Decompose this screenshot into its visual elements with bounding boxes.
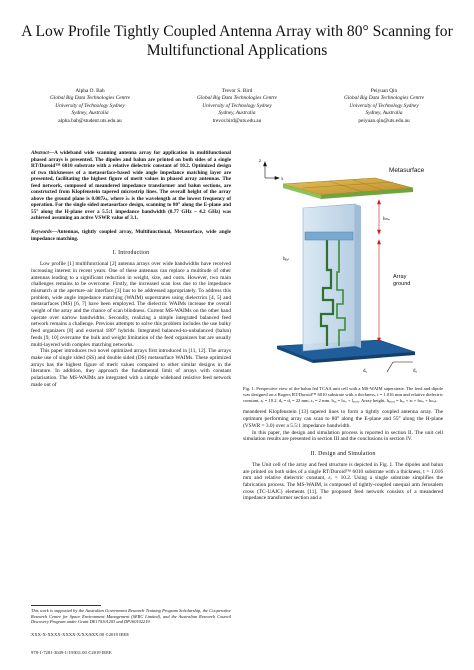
author-name: Alpha O. Bah [75,88,105,94]
paragraph: In this paper, the design and simulation process is reported in section II. The unit cell simulation results are presented in section III and the conclusions in section IV. [243,429,443,443]
label-array-ground-2: ground [393,281,411,287]
author-institution: University of Technology Sydney [55,102,125,109]
keywords-text: —Antennas, tightly coupled array, Multifunctional, Metasurface, wide angle impedance matching. [31,229,231,242]
bottom-axes [387,362,413,372]
paragraph: This paper introduces two novel optimized arrays first introduced in [11, 12]. The arrays make use of single sided (SS) and double sided (DS) metasurface WAIMs. These optimized arrays has the highest figure of merit values compared to other similar designs in the literature. In addition, they approach the fundamental limit of arrays with constant polarisation. The MS-WAIMs are integrated with a simple wideband resistive feed network made out of [31,348,231,388]
label-h-mo: hₘₒ [383,217,391,222]
axes [264,162,280,180]
author-location: Sydney, Australia [365,110,403,117]
dimension-arrows [378,200,381,342]
author-affiliation: Global Big Data Technologies Centre [344,95,424,102]
label-dy: dᵧ [363,369,367,374]
paragraph-continued: meandered Klopfenstein [13] tapered lines to form a tightly coupled antenna array. The optimum performing array can scan to 80° along the E-plane and 55° along the H-plane (VSWR = 3.0) over a 5.5:1 impedance bandwidth. [243,409,443,429]
author-3 [314,88,454,125]
author-location: Sydney, Australia [71,110,109,117]
isbn-line: 978-1-7281-3049-1/19/$31.00 ©2019 IEEE [31,650,112,655]
paragraph: Low profile [1] multifunctional [2] antenna arrays over wide bandwidths have received increasing interest in recent years. One of these antennas can replace a multitude of other antennas leading to a significant reduction in weight, size, and costs. However, two main challenges remains to be overcome. Firstly, the increased scan loss due to the impedance mismatch at the aperture–air interface [3] has to be addressed appropriately. To address this problem, wide angle impedance matching (WAIM) superstrates using dielectrics [4, 5] and metasurfaces (MS) [6, 7] have been employed. The dielectric WAIMs increase the overall weight of the array and the chance of scan blindness. Current MS-WAIMs on the other hand operate over narrow bandwidths. Secondly, realizing a simple integrated balanced feed network remains a challenge. Previous attempts to solve this problem includes the use bulky feed organizers [8] and external 180° hybrids. Integrated balanced-to-unbalanced (balun) feeds [9, 10] overcame the bulk and weight limitation of the feed organizers but are usually multi-layered with complex matching networks. [31,261,231,348]
keywords-lead: Keywords [31,229,52,236]
footnote-divider [31,605,101,606]
antenna-unit-cell-diagram [243,150,443,382]
author-location: Sydney, Australia [218,110,256,117]
label-x: x [281,177,284,182]
author-institution: University of Technology Sydney [202,102,272,109]
substrate [303,204,355,351]
abstract [31,150,231,222]
label-dx: dₓ [413,369,417,374]
author-affiliation: Global Big Data Technologies Centre [50,95,130,102]
author-email[interactable]: trevor.bird@uts.edu.au [212,117,262,124]
abstract-lead: Abstract [31,150,49,156]
dipole [305,232,353,240]
paper-title: A Low Profile Tightly Coupled Antenna Array with 80° Scanning for Multifunctional Applications [21,23,453,59]
author-block [20,88,454,125]
right-body [243,409,443,502]
author-1 [20,88,160,125]
author-name: Peiyuan Qin [370,88,398,94]
author-2 [167,88,307,125]
section-heading-design: II. Design and Simulation [310,450,376,457]
author-email[interactable]: alpha.bah@student.uts.edu.au [58,117,122,124]
copyright-line: XXX-X-XXXX-XXXX-X/XX/$XX.00 ©2019 IEEE [31,632,130,637]
footnote: This work is supported by the Australian Government Research Training Program Scholarship, the Cooperative Research Centre for Space Environment Management (SERC Limited), and the Australian Research Council Discovery Program under Grant DE170101203 and DP160102219. [31,608,231,624]
figure-1 [243,150,443,382]
figure-caption: Fig. 1. Perspective view of the balun fed TCAA unit cell with a MS-WAIM superstrate. The feed and dipole was designed on a Rogers RT/Duroid™ 6010 substrate with a thickness, t = 1.016 mm and relative dielectric constant, εᵣ = 10.2. dₓ = dᵧ = 22 mm, rₓ = 2 mm. hₒₐ = lₘₒ + lₐᵣᵣₐᵧ. Array height, hₐᵣᵣₐᵧ = hₒₐ + zₗ + hₘₒ + hₘₒₗ. [243,386,443,403]
label-array-ground: Array [393,274,407,280]
abstract-text: —A wideband wide scanning antenna array for application in multifunctional phased arrays is presented. The dipoles and balun are printed on both sides of a single RT/Duroid™ 6010 substrate with a relative dielectric constant of 10.2. Optimized design of two thicknesses of a metasurface-based wide angle impedance matching layer are presented, facilitating the highest figure of merit values in phased array antennas. The feed network, composed of meandered impedance transformer and balun sections, are constructed from Klopfenstein tapered microstrip lines. The overall height of the array above the ground plane is 0.087λₗ, where λₗ is the wavelength at the lowest frequency of operation. For the single sided metasurface design, scanning to 80° along the E-plane and 55° along the H-plane over a 5.5:1 impedance bandwidth (0.77 GHz – 4.2 GHz) was achieved assuming an active VSWR value of 3.1. [31,150,231,222]
label-z: z [259,159,262,164]
right-column [243,150,443,502]
author-name: Trevor S. Bird [221,88,253,94]
author-institution: University of Technology Sydney [349,102,419,109]
paragraph: The Unit cell of the array and feed structure is depicted in Fig. 1. The dipoles and balun are printed on both sides of a single RT/Duroid™ 6010 substrate with a thickness, t = 1.016 mm and relative dielectric constant, εᵣ = 10.2. Using a single substrate simplifies the fabrication process. The MS-WAIM, is composed of tightly-coupled unequal arm Jerusalem cross (TC-UAJC) elements [11]. The proposed feed network consists of a meandered impedance transformer section and a [243,461,443,502]
left-column [31,150,231,388]
section-heading-introduction: I. Introduction [112,250,150,257]
label-metasurface: Metasurface [389,167,425,174]
keywords [31,229,231,242]
label-h-bal: hᵦₐₗ [283,257,290,262]
author-affiliation: Global Big Data Technologies Centre [197,95,277,102]
substrate-side [355,204,361,348]
author-email[interactable]: peiyuan.qin@uts.edu.au [358,117,410,124]
